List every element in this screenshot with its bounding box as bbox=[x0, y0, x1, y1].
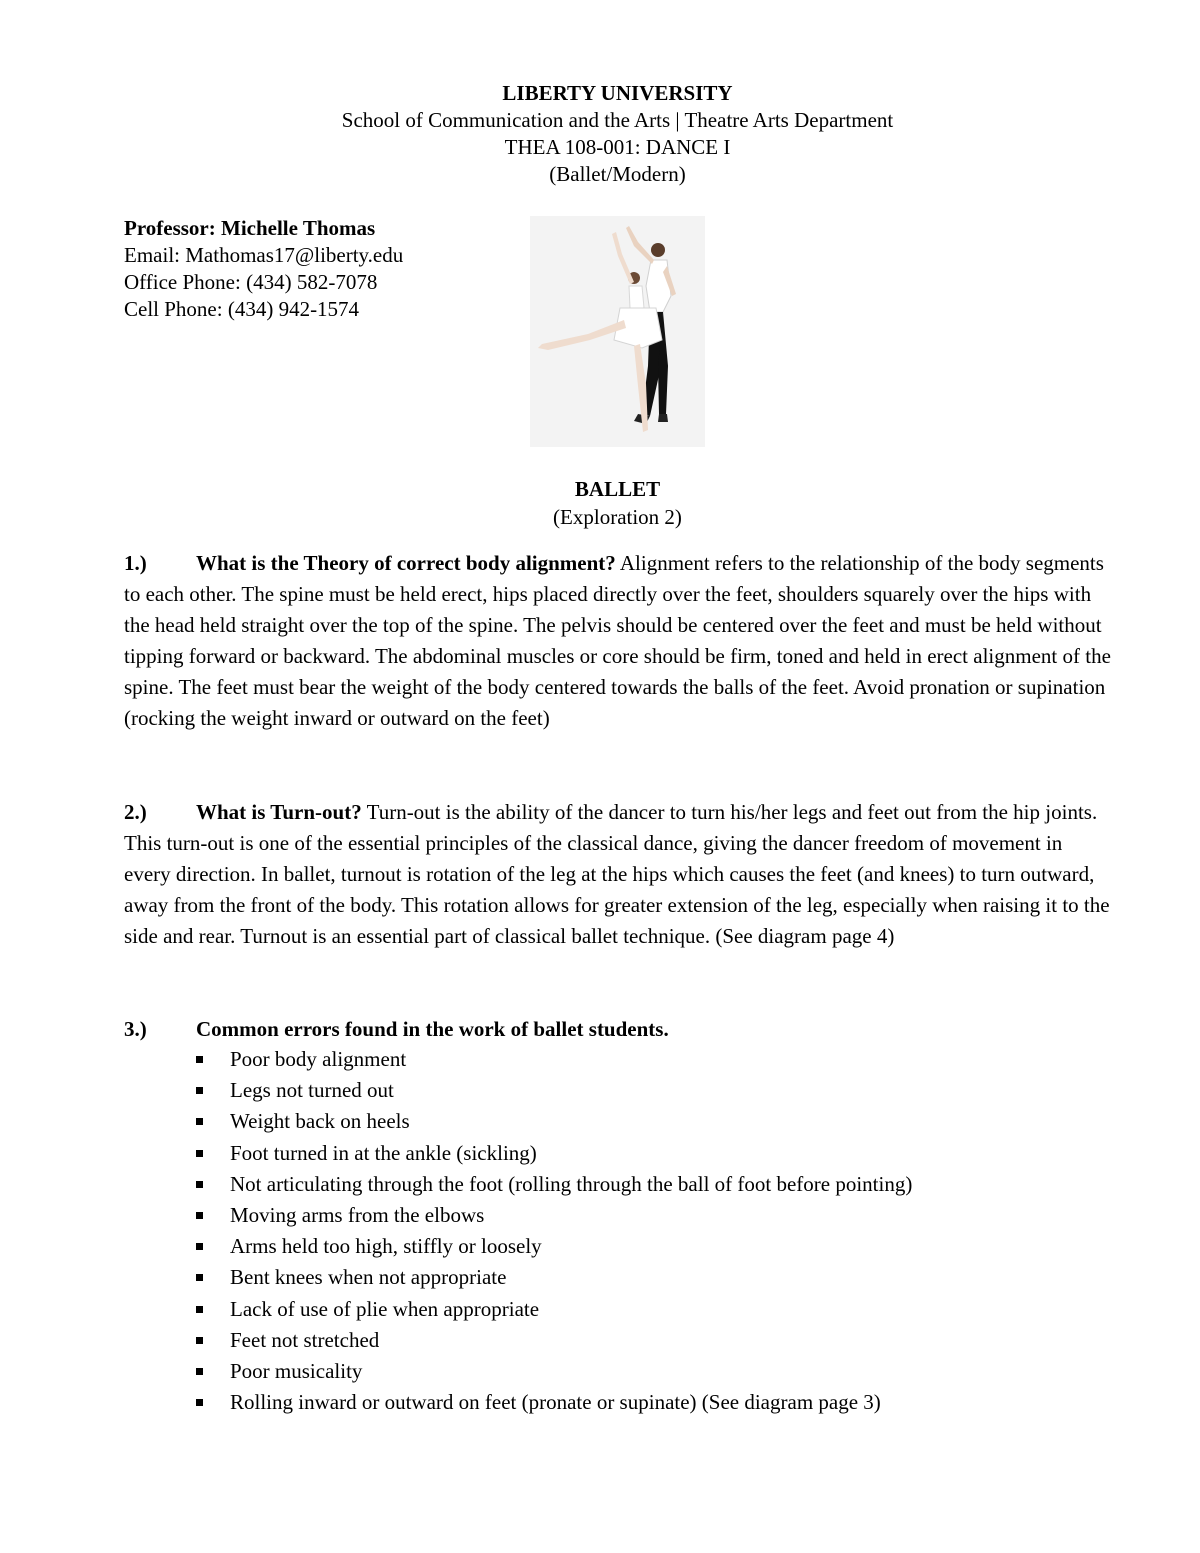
list-item: Foot turned in at the ankle (sickling) bbox=[196, 1138, 912, 1169]
common-errors-list bbox=[196, 1044, 912, 1418]
section-heading bbox=[0, 475, 1200, 531]
square-bullet-icon bbox=[196, 1212, 203, 1219]
square-bullet-icon bbox=[196, 1306, 203, 1313]
list-item: Poor musicality bbox=[196, 1356, 912, 1387]
square-bullet-icon bbox=[196, 1274, 203, 1281]
document-header bbox=[0, 80, 1200, 188]
square-bullet-icon bbox=[196, 1368, 203, 1375]
list-item: Bent knees when not appropriate bbox=[196, 1262, 912, 1293]
list-item: Not articulating through the foot (rolling through the ball of foot before pointing) bbox=[196, 1169, 912, 1200]
square-bullet-icon bbox=[196, 1056, 203, 1063]
square-bullet-icon bbox=[196, 1181, 203, 1188]
professor-contact bbox=[124, 215, 403, 323]
ballet-dancers-photo bbox=[530, 216, 705, 447]
professor-email: Email: Mathomas17@liberty.edu bbox=[124, 243, 404, 267]
list-item: Rolling inward or outward on feet (pronate or supinate) (See diagram page 3) bbox=[196, 1387, 912, 1418]
square-bullet-icon bbox=[196, 1118, 203, 1125]
square-bullet-icon bbox=[196, 1150, 203, 1157]
question-lead: What is the Theory of correct body alignment? bbox=[196, 551, 616, 575]
question-body: Turn-out is the ability of the dancer to turn his/her legs and feet out from the hip joints. This turn-out is one of the essential principles of the classical dance, giving the dancer freedom of movement in every direction. In ballet, turnout is rotation of the leg at the hips which causes the feet (and knees) to turn outward, away from the front of the body. This rotation allows for greater extension of the leg, especially when raising it to the side and rear. Turnout is an essential part of classical ballet technique. (See diagram page 4) bbox=[124, 800, 1110, 948]
question-lead: Common errors found in the work of ballet students. bbox=[196, 1017, 669, 1041]
section-title: BALLET bbox=[574, 477, 661, 501]
list-item: Lack of use of plie when appropriate bbox=[196, 1294, 912, 1325]
square-bullet-icon bbox=[196, 1087, 203, 1094]
course-code: THEA 108-001: DANCE I bbox=[504, 135, 731, 159]
professor-cell-phone: Cell Phone: (434) 942-1574 bbox=[124, 297, 360, 321]
question-number: 3.) bbox=[124, 1017, 147, 1041]
square-bullet-icon bbox=[196, 1399, 203, 1406]
professor-name: Professor: Michelle Thomas bbox=[124, 216, 376, 240]
list-item: Moving arms from the elbows bbox=[196, 1200, 912, 1231]
university-name: LIBERTY UNIVERSITY bbox=[502, 81, 733, 105]
list-item: Feet not stretched bbox=[196, 1325, 912, 1356]
course-subtitle: (Ballet/Modern) bbox=[549, 162, 686, 186]
question-number: 2.) bbox=[124, 800, 147, 824]
school-department: School of Communication and the Arts | Theatre Arts Department bbox=[341, 108, 894, 132]
list-item: Poor body alignment bbox=[196, 1044, 912, 1075]
question-body: Alignment refers to the relationship of the body segments to each other. The spine must be held erect, hips placed directly over the feet, shoulders squarely over the hips with the head held straight over the top of the spine. The pelvis should be centered over the feet and must be held without tipping forward or backward. The abdominal muscles or core should be firm, toned and held in erect alignment of the spine. The feet must bear the weight of the body centered towards the balls of the feet. Avoid pronation or supination (rocking the weight inward or outward on the feet) bbox=[124, 551, 1111, 730]
professor-office-phone: Office Phone: (434) 582-7078 bbox=[124, 270, 378, 294]
question-lead: What is Turn-out? bbox=[196, 800, 362, 824]
list-item: Arms held too high, stiffly or loosely bbox=[196, 1231, 912, 1262]
question-number: 1.) bbox=[124, 551, 147, 575]
question-2 bbox=[124, 797, 1114, 952]
square-bullet-icon bbox=[196, 1243, 203, 1250]
list-item: Weight back on heels bbox=[196, 1106, 912, 1137]
question-3 bbox=[124, 1014, 1114, 1045]
question-1 bbox=[124, 548, 1114, 734]
list-item: Legs not turned out bbox=[196, 1075, 912, 1106]
ballet-dancers-illustration bbox=[530, 216, 705, 447]
section-subtitle: (Exploration 2) bbox=[553, 505, 682, 529]
square-bullet-icon bbox=[196, 1337, 203, 1344]
